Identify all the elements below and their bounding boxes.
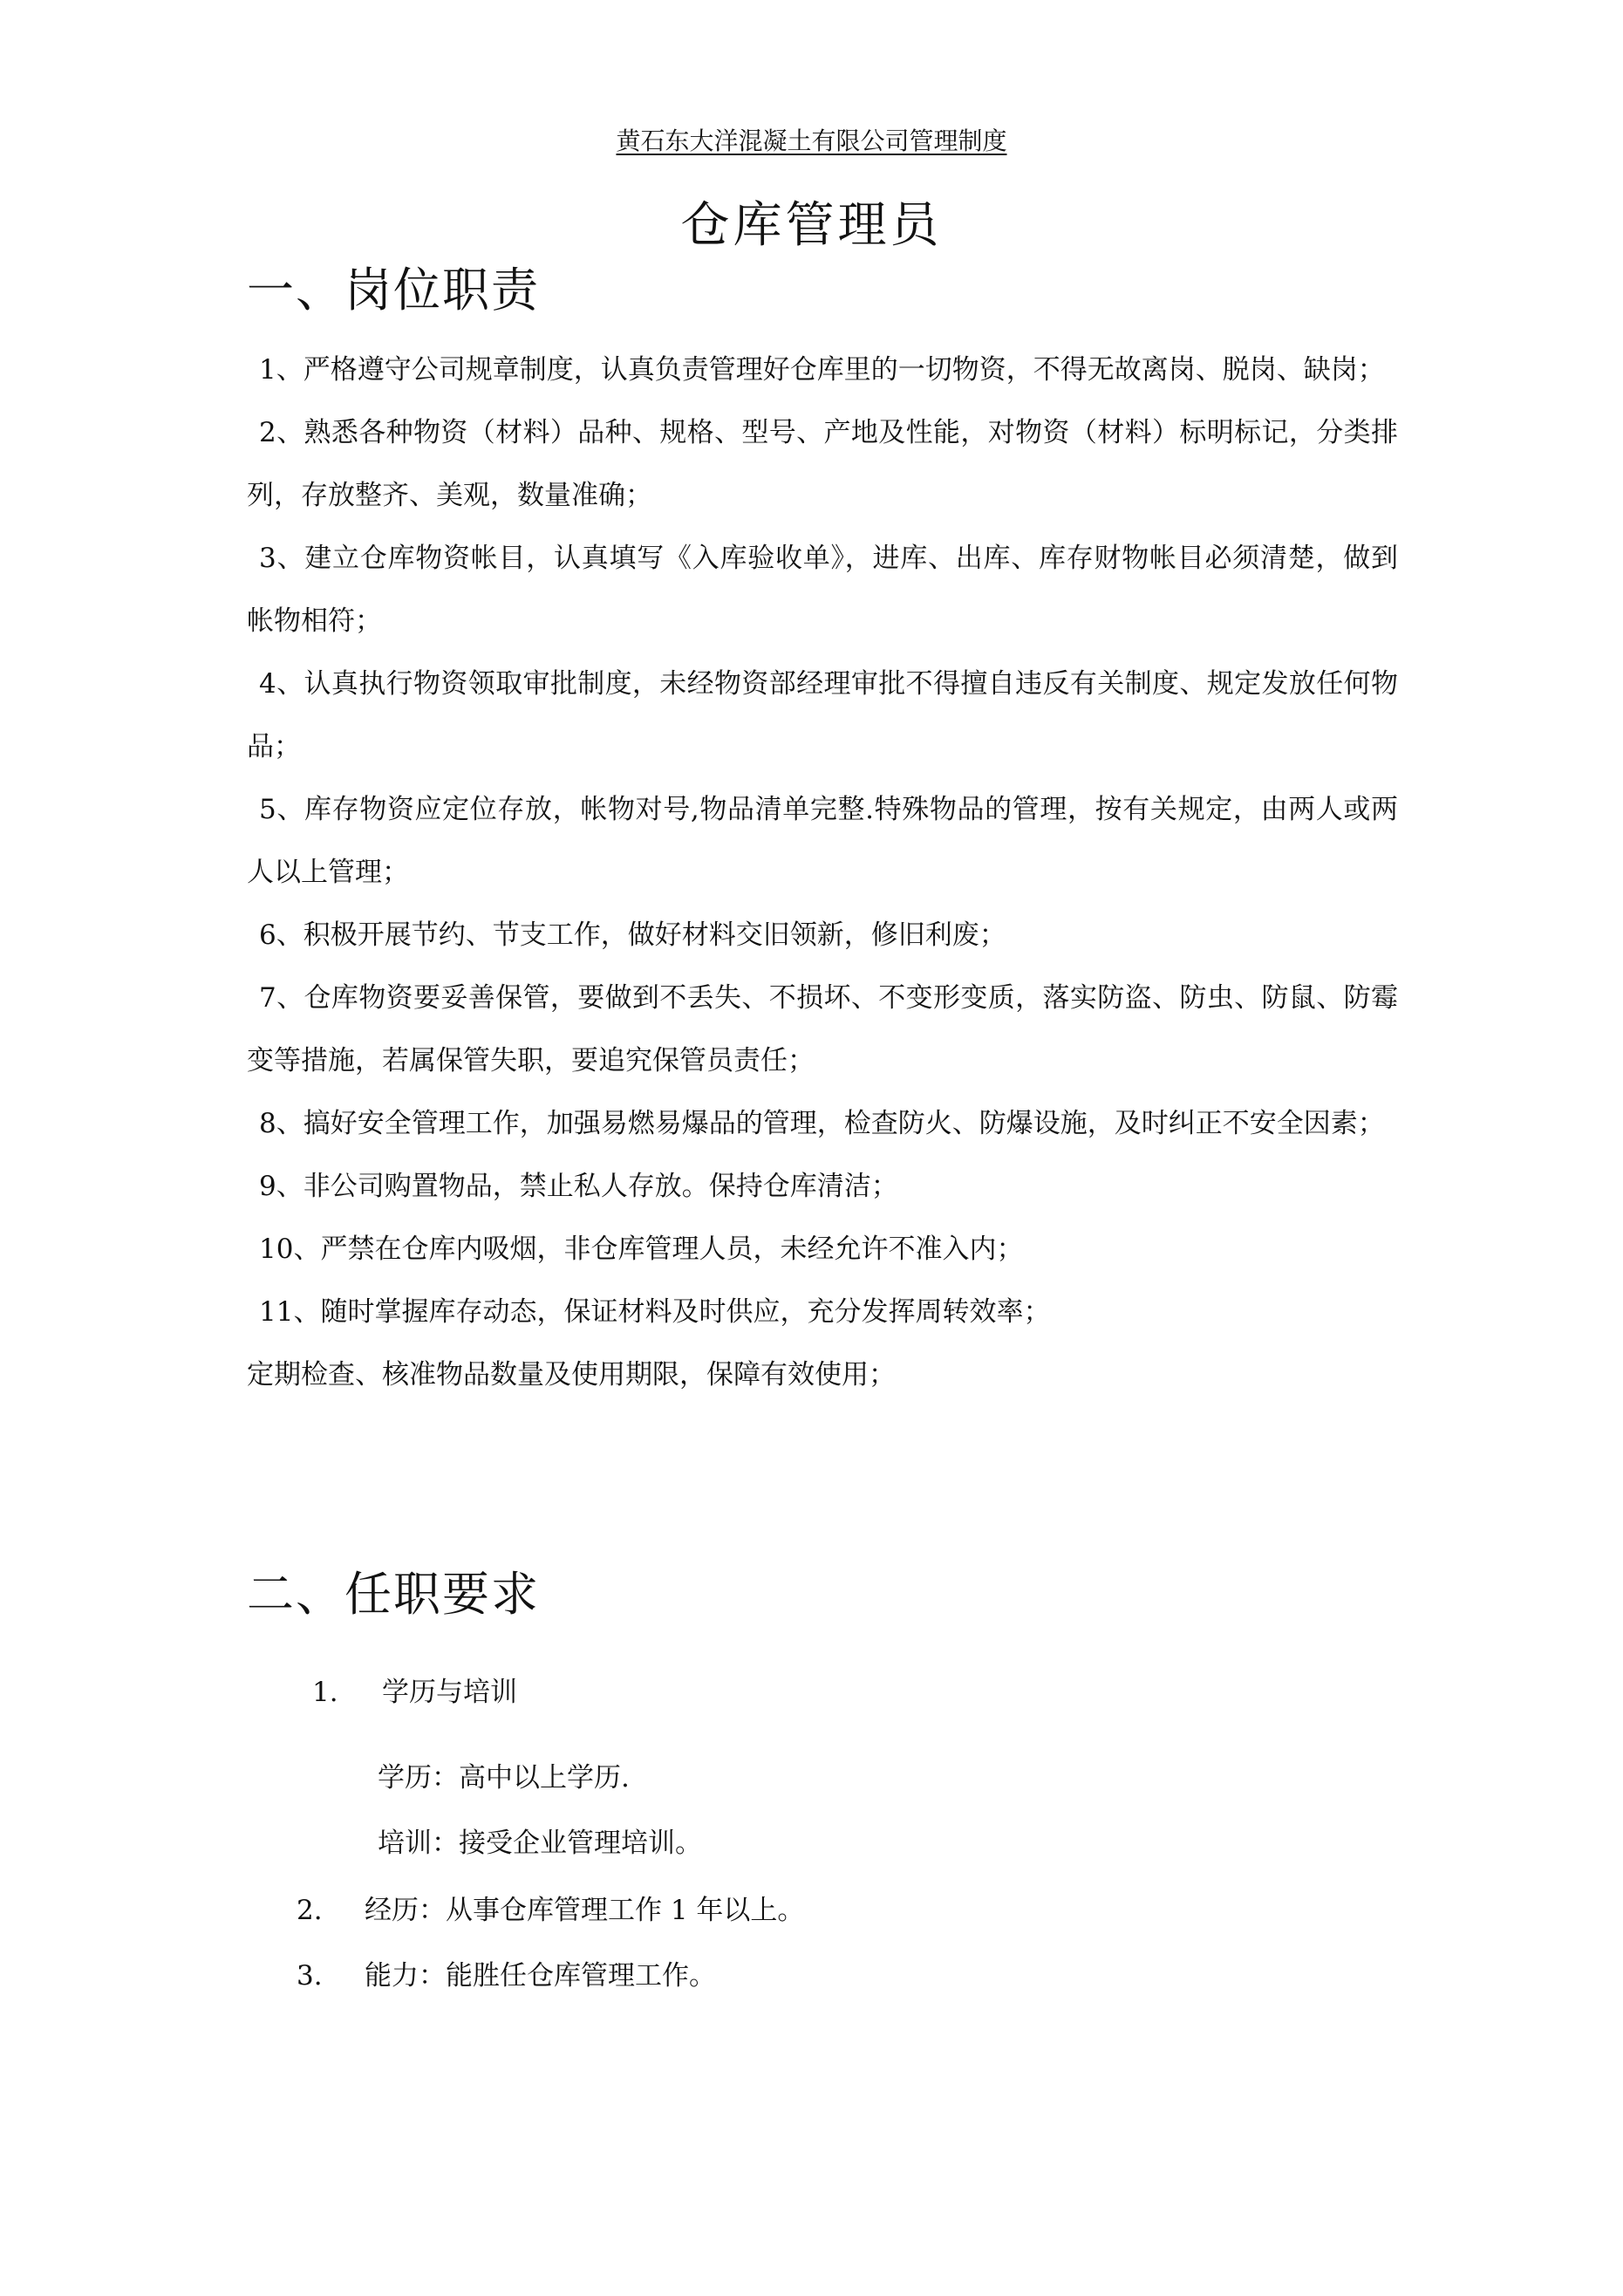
duty-text: 随时掌握库存动态，保证材料及时供应，充分发挥周转效率； [320,1296,1051,1328]
duty-number: 11、 [259,1296,321,1328]
requirement-education-training [312,1675,517,1710]
duty-text: 建立仓库物资帐目，认真填写《入库验收单》，进库、出库、库存财物帐目必须清楚，做到帐物相符； [247,543,1398,637]
duty-number: 8、 [259,1108,303,1139]
duties-list [247,338,1398,1406]
requirement-education: 学历：高中以上学历. [378,1762,630,1794]
duty-number: 10、 [259,1233,321,1265]
duty-item [247,778,1398,904]
duty-item [247,527,1398,653]
duty-text: 认真执行物资领取审批制度，未经物资部经理审批不得擅自违反有关制度、规定发放任何物品； [247,668,1398,762]
duty-item [247,338,1398,401]
duty-number: 9、 [259,1171,303,1202]
duty-text: 仓库物资要妥善保管，要做到不丢失、不损坏、不变形变质，落实防盗、防虫、防鼠、防霉变等措施，若属保管失职，要追究保管员责任； [247,982,1398,1076]
requirement-number: 1. [312,1677,338,1708]
requirement-label: 学历与培训 [382,1677,517,1708]
duty-text: 严禁在仓库内吸烟，非仓库管理人员，未经允许不准入内； [320,1233,1024,1265]
section-heading-requirements: 二、任职要求 [247,1567,540,1622]
duty-item [247,653,1398,778]
duty-item [247,1155,1398,1218]
duty-item [247,401,1398,527]
company-header [0,122,1623,157]
duty-text: 库存物资应定位存放，帐物对号,物品清单完整.特殊物品的管理，按有关规定，由两人或两人以上管理； [247,794,1398,888]
duty-number: 1、 [259,354,303,386]
requirement-text: 经历：从事仓库管理工作 1 年以上。 [365,1895,805,1926]
duty-item [247,1281,1398,1343]
duty-text: 搞好安全管理工作，加强易燃易爆品的管理，检查防火、防爆设施，及时纠正不安全因素； [303,1108,1385,1139]
duty-number: 4、 [259,668,304,700]
requirement-training: 培训：接受企业管理培训。 [378,1828,702,1859]
duty-number: 6、 [259,919,303,951]
duty-number: 2、 [259,417,304,448]
duty-text: 熟悉各种物资（材料）品种、规格、型号、产地及性能，对物资（材料）标明标记，分类排列，存放整齐、美观，数量准确； [247,417,1398,511]
duty-item [247,967,1398,1092]
duty-number: 3、 [259,543,305,574]
requirement-number: 2. [297,1895,323,1926]
duty-number: 5、 [259,794,304,825]
company-name: 黄石东大洋混凝土有限公司管理制度 [616,126,1007,155]
duty-text: 非公司购置物品，禁止私人存放。保持仓库清洁； [303,1171,898,1202]
section-heading-duties: 一、岗位职责 [247,263,540,318]
requirement-number: 3. [297,1960,323,1992]
duty-number: 7、 [259,982,304,1014]
requirement-text: 能力：能胜任仓库管理工作。 [365,1960,716,1992]
duty-item [247,1218,1398,1281]
duty-closing: 定期检查、核准物品数量及使用期限，保障有效使用； [247,1359,896,1391]
duty-item [247,1092,1398,1155]
duty-item [247,904,1398,967]
duty-text: 严格遵守公司规章制度，认真负责管理好仓库里的一切物资，不得无故离岗、脱岗、缺岗； [303,354,1385,386]
requirement-experience [297,1893,804,1928]
duty-text: 积极开展节约、节支工作，做好材料交旧领新，修旧利废； [303,919,1006,951]
requirement-ability [297,1958,716,1993]
document-title: 仓库管理员 [680,197,943,254]
